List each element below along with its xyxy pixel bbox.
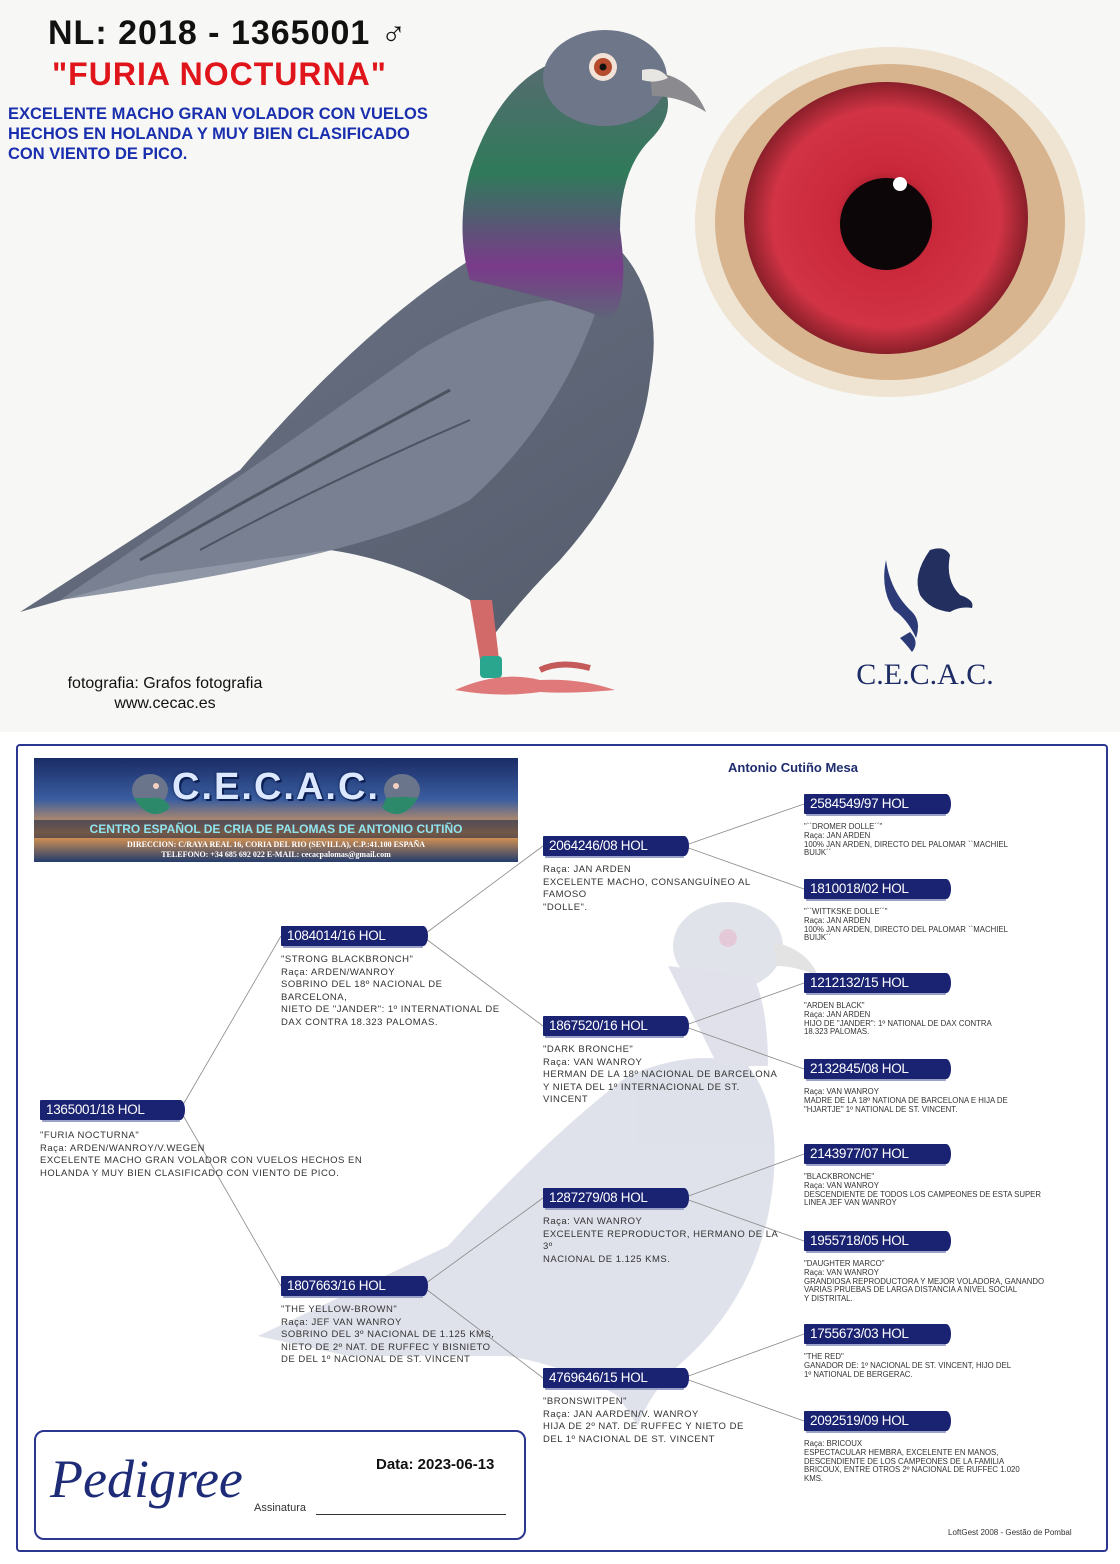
info-line: Raça: JEF VAN WANROY <box>281 1316 402 1328</box>
great-grandparent-info <box>804 908 1064 943</box>
great-grandparent-ring-box[interactable]: 1955718/05 HOL <box>804 1231 944 1251</box>
cecac-logo <box>850 540 1000 700</box>
info-line: Raça: ARDEN/WANROY/V.WEGEN <box>40 1142 205 1154</box>
info-line: GANADOR DE: 1º NACIONAL DE ST. VINCENT, HIJO DEL <box>804 1360 1012 1370</box>
info-line: "BRONSWITPEN" <box>543 1396 627 1407</box>
grandparent-info <box>543 1044 788 1107</box>
grandparent-ring-box[interactable]: 1287279/08 HOL <box>543 1188 682 1208</box>
info-line: Raça: JAN AARDEN/V. WANROY <box>543 1408 699 1420</box>
info-line: Raça: JAN ARDEN <box>804 830 871 840</box>
info-line: Raça: BRICOUX <box>804 1439 863 1448</box>
sire-info <box>281 954 511 1029</box>
info-line: Raça: VAN WANROY <box>804 1087 879 1096</box>
sire-ring-box[interactable]: 1084014/16 HOL <box>281 926 421 946</box>
info-line: Raça: VAN WANROY <box>543 1216 643 1227</box>
pigeon-name: "FURIA NOCTURNA" <box>52 56 387 92</box>
bird-logo-icon <box>850 540 1000 660</box>
info-line: HIJO DE "JANDER": 1º NATIONAL DE DAX CONTRA <box>804 1018 992 1028</box>
info-line: 100% JAN ARDEN, DIRECTO DEL PALOMAR ``MACHIEL <box>804 839 1008 849</box>
info-line: "DARK BRONCHE" <box>543 1044 634 1055</box>
description-line: HECHOS EN HOLANDA Y MUY BIEN CLASIFICADO <box>8 125 410 143</box>
signature-line[interactable] <box>316 1514 506 1515</box>
subject-ring-box[interactable]: 1365001/18 HOL <box>40 1100 178 1120</box>
grandparent-info <box>543 1396 788 1446</box>
great-grandparent-info <box>804 823 1064 858</box>
great-grandparent-ring-box[interactable]: 1755673/03 HOL <box>804 1324 944 1344</box>
info-line: MADRE DE LA 18º NATIONA DE BARCELONA E HIJA DE <box>804 1095 1008 1105</box>
signature-label: Assinatura <box>254 1502 306 1514</box>
info-line: HERMAN DE LA 18º NACIONAL DE BARCELONA <box>543 1069 778 1080</box>
info-line: 18.323 PALOMAS. <box>804 1027 870 1037</box>
info-line: "DAUGHTER MARCO" <box>804 1259 885 1268</box>
description-line: EXCELENTE MACHO GRAN VOLADOR CON VUELOS <box>8 105 428 123</box>
pedigree-card <box>34 1430 526 1540</box>
info-line: Raça: VAN WANROY <box>804 1267 879 1277</box>
info-line: "BLACKBRONCHE" <box>804 1172 875 1181</box>
info-line: "HJARTJE" 1º NATIONAL DE ST. VINCENT. <box>804 1104 958 1114</box>
info-line: DAX CONTRA 18.323 PALOMAS. <box>281 1016 438 1028</box>
grandparent-info <box>543 864 788 914</box>
info-line: EXCELENTE MACHO GRAN VOLADOR CON VUELOS HECHOS EN <box>40 1155 363 1166</box>
great-grandparent-ring-box[interactable]: 2584549/97 HOL <box>804 794 944 814</box>
info-line: DE DEL 1º NACIONAL DE ST. VINCENT <box>281 1354 471 1365</box>
grandparent-info <box>543 1216 788 1266</box>
info-line: KMS. <box>804 1474 824 1484</box>
dam-ring-box[interactable]: 1807663/16 HOL <box>281 1276 421 1296</box>
info-line: VARIAS PRUEBAS DE LARGA DISTANCIA A NIVEL SOCIAL <box>804 1285 1018 1295</box>
banner-title: C.E.C.A.C. <box>172 766 380 808</box>
great-grandparent-info <box>804 1260 1064 1304</box>
info-line: "FURIA NOCTURNA" <box>40 1130 140 1141</box>
info-line: Raça: JAN ARDEN <box>543 864 632 875</box>
info-line: Y NIETA DEL 1º INTERNACIONAL DE ST. <box>543 1081 740 1093</box>
info-line: 100% JAN ARDEN, DIRECTO DEL PALOMAR ``MACHIEL <box>804 924 1008 934</box>
banner-address <box>34 840 518 860</box>
credit-line: fotografia: Grafos fotografia <box>67 675 263 692</box>
info-line: EXCELENTE REPRODUCTOR, HERMANO DE LA 3º <box>543 1228 778 1252</box>
logo-text: C.E.C.A.C. <box>856 658 994 691</box>
info-line: ESPECTACULAR HEMBRA, EXCELENTE EN MANOS, <box>804 1447 999 1457</box>
grandparent-ring-box[interactable]: 4769646/15 HOL <box>543 1368 682 1388</box>
info-line: NACIONAL DE 1.125 KMS. <box>543 1253 671 1265</box>
info-line: DEL 1º NACIONAL DE ST. VINCENT <box>543 1433 715 1445</box>
great-grandparent-info <box>804 1353 1064 1379</box>
great-grandparent-info <box>804 1088 1064 1114</box>
great-grandparent-ring-box[interactable]: 2143977/07 HOL <box>804 1144 944 1164</box>
great-grandparent-info <box>804 1002 1064 1037</box>
description-line: CON VIENTO DE PICO. <box>8 145 188 163</box>
great-grandparent-ring-box[interactable]: 2092519/09 HOL <box>804 1411 944 1431</box>
info-line: BRICOUX, ENTRE OTROS 2º NACIONAL DE RUFFEC 1.020 <box>804 1465 1020 1475</box>
photo-section <box>0 0 1120 732</box>
pigeon-photo <box>0 0 760 732</box>
software-footer: LoftGest 2008 - Gestão de Pombal <box>948 1528 1072 1537</box>
info-line: LINEA JEF VAN WANROY <box>804 1198 897 1208</box>
info-line: "THE RED" <box>804 1352 844 1361</box>
grandparent-ring-box[interactable]: 2064246/08 HOL <box>543 836 682 856</box>
photo-credit <box>40 674 290 714</box>
grandparent-ring-box[interactable]: 1867520/16 HOL <box>543 1016 682 1036</box>
pedigree-title: Pedigree <box>50 1449 243 1509</box>
website-link[interactable]: www.cecac.es <box>114 695 216 712</box>
info-line: 1º NATIONAL DE BERGERAC. <box>804 1369 913 1379</box>
owner-name: Antonio Cutiño Mesa <box>728 760 858 775</box>
info-line: "DOLLE". <box>543 901 588 913</box>
info-line: "``DROMER DOLLE´´" <box>804 822 883 831</box>
subject-info <box>40 1130 400 1180</box>
info-line: HIJA DE 2º NAT. DE RUFFEC Y NIETO DE <box>543 1421 744 1432</box>
great-grandparent-info <box>804 1173 1064 1208</box>
info-line: NIETO DE "JANDER": 1º INTERNATIONAL DE <box>281 1004 500 1015</box>
info-line: Raça: ARDEN/WANROY <box>281 966 396 978</box>
info-line: VINCENT <box>543 1094 589 1105</box>
info-line: BUIJK´´ <box>804 848 832 858</box>
dam-info <box>281 1304 511 1367</box>
info-line: "THE YELLOW-BROWN" <box>281 1304 398 1315</box>
great-grandparent-info <box>804 1440 1064 1484</box>
ring-number: NL: 2018 - 1365001 ♂ <box>48 14 408 52</box>
info-line: BUIJK´´ <box>804 933 832 943</box>
address-line: DIRECCION: C/RAYA REAL 16, CORIA DEL RIO (SEVILLA), C.P.:41.100 ESPAÑA <box>126 840 426 849</box>
info-line: HOLANDA Y MUY BIEN CLASIFICADO CON VIENTO DE PICO. <box>40 1167 340 1179</box>
banner-subtitle: CENTRO ESPAÑOL DE CRIA DE PALOMAS DE ANTONIO CUTIÑO <box>34 820 518 838</box>
info-line: GRANDIOSA REPRODUCTORA Y MEJOR VOLADORA, GANANDO <box>804 1276 1045 1286</box>
info-line: NIETO DE 2º NAT. DE RUFFEC Y BISNIETO <box>281 1341 491 1353</box>
info-line: Raça: JAN ARDEN <box>804 915 871 925</box>
info-line: DESCENDIENTE DE TODOS LOS CAMPEONES DE ESTA SUPER <box>804 1189 1041 1199</box>
info-line: Raça: JAN ARDEN <box>804 1009 871 1019</box>
great-grandparent-ring-box[interactable]: 1212132/15 HOL <box>804 973 944 993</box>
info-line: Raça: VAN WANROY <box>543 1056 643 1068</box>
great-grandparent-ring-box[interactable]: 1810018/02 HOL <box>804 879 944 899</box>
info-line: "ARDEN BLACK" <box>804 1001 865 1010</box>
info-line: Raça: VAN WANROY <box>804 1180 879 1190</box>
info-line: Y DISTRITAL. <box>804 1294 853 1304</box>
info-line: SOBRINO DEL 18º NACIONAL DE BARCELONA, <box>281 979 443 1003</box>
cecac-banner <box>34 758 518 862</box>
info-line: DESCENDIENTE DE LOS CAMPEONES DE LA FAMILIA <box>804 1456 1005 1466</box>
info-line: EXCELENTE MACHO, CONSANGUÍNEO AL FAMOSO <box>543 876 751 900</box>
pedigree-date: Data: 2023-06-13 <box>376 1456 495 1473</box>
info-line: "STRONG BLACKBRONCH" <box>281 954 414 965</box>
eye-photo <box>690 42 1090 402</box>
address-line: TELEFONO: +34 685 692 022 E-MAIL: cecacpalomas@gmail.com <box>161 850 391 859</box>
pedigree-section <box>16 744 1108 1552</box>
info-line: "``WITTKSKE DOLLE´´" <box>804 907 888 916</box>
great-grandparent-ring-box[interactable]: 2132845/08 HOL <box>804 1059 944 1079</box>
info-line: SOBRINO DEL 3º NACIONAL DE 1.125 KMS, <box>281 1329 495 1340</box>
